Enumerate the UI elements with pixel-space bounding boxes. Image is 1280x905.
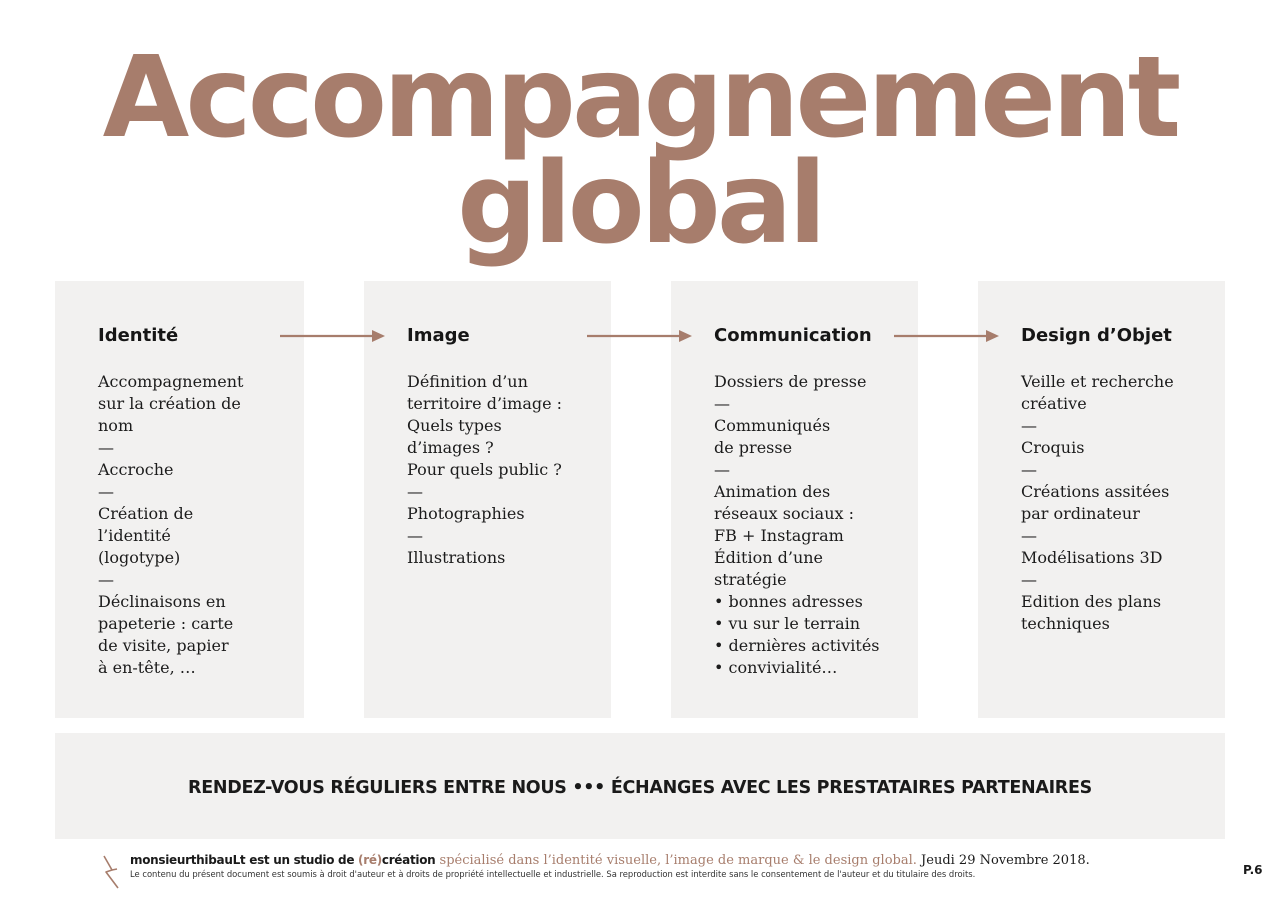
column-communication — [671, 281, 918, 718]
column-heading: Communication — [714, 325, 872, 346]
footer-legal-notice: Le contenu du présent document est soumis à droit d'auteur et à droits de propriété intellectuelle et industrielle. Sa reproduction est interdite sans le consentement de l'auteur et du titulaire des droits. — [130, 869, 976, 879]
column-line: Dossiers de presse — [714, 372, 867, 391]
column-line: à en-tête, … — [98, 658, 196, 677]
footer-creation: création — [381, 853, 436, 867]
column-line: — — [1021, 526, 1037, 545]
column-line: Déclinaisons en — [98, 592, 226, 611]
footer-studio-name: monsieurthibauLt est un studio de — [130, 853, 359, 867]
column-lines — [98, 371, 243, 679]
column-design-objet — [978, 281, 1225, 718]
column-line: — — [98, 570, 114, 589]
column-line: • bonnes adresses — [714, 592, 863, 611]
column-line: — — [98, 438, 114, 457]
footer-studio-line — [130, 853, 1090, 868]
column-line: — — [98, 482, 114, 501]
column-line: réseaux sociaux : — [714, 504, 855, 523]
column-heading: Identité — [98, 325, 179, 346]
column-line: (logotype) — [98, 548, 181, 567]
column-line: — — [714, 460, 730, 479]
column-line: techniques — [1021, 614, 1110, 633]
column-line: Veille et recherche — [1021, 372, 1174, 391]
column-line: — — [1021, 570, 1037, 589]
column-line: papeterie : carte — [98, 614, 234, 633]
column-line: territoire d’image : — [407, 394, 563, 413]
meetings-banner-text: RENDEZ-VOUS RÉGULIERS ENTRE NOUS ••• ÉCHANGES AVEC LES PRESTATAIRES PARTENAIRES — [188, 778, 1092, 798]
column-line: — — [407, 526, 423, 545]
column-line: Modélisations 3D — [1021, 548, 1163, 567]
column-image — [364, 281, 611, 718]
page-title-line-2: global — [457, 139, 823, 269]
column-line: créative — [1021, 394, 1087, 413]
column-lines — [714, 371, 880, 679]
footer-specialty: spécialisé dans l’identité visuelle, l’image de marque & le design global. — [435, 853, 917, 868]
column-heading: Design d’Objet — [1021, 325, 1172, 346]
column-identite — [55, 281, 304, 718]
right-arrow-icon — [587, 329, 693, 343]
column-line: FB + Instagram — [714, 526, 844, 545]
column-line: l’identité — [98, 526, 171, 545]
column-line: Photographies — [407, 504, 525, 523]
column-line: Edition des plans — [1021, 592, 1162, 611]
column-line: d’images ? — [407, 438, 494, 457]
column-line: Définition d’un — [407, 372, 528, 391]
lightning-bolt-logo — [100, 854, 122, 890]
page-title-line-1: Accompagnement — [102, 33, 1178, 163]
column-line: par ordinateur — [1021, 504, 1140, 523]
column-line: de visite, papier — [98, 636, 229, 655]
column-line: • dernières activités — [714, 636, 880, 655]
column-line: — — [1021, 460, 1037, 479]
column-line: — — [407, 482, 423, 501]
column-line: Croquis — [1021, 438, 1085, 457]
column-line: Édition d’une — [714, 548, 824, 567]
right-arrow-icon — [894, 329, 1000, 343]
column-line: nom — [98, 416, 134, 435]
column-line: Accompagnement — [98, 372, 244, 391]
column-line: Animation des — [714, 482, 831, 501]
column-line: de presse — [714, 438, 793, 457]
column-lines — [1021, 371, 1174, 635]
column-line: • convivialité… — [714, 658, 838, 677]
meetings-banner — [55, 733, 1225, 839]
column-line: stratégie — [714, 570, 787, 589]
column-line: Accroche — [98, 460, 174, 479]
column-line: Quels types — [407, 416, 502, 435]
column-line: Communiqués — [714, 416, 831, 435]
column-line: sur la création de — [98, 394, 241, 413]
column-line: — — [714, 394, 730, 413]
column-line: Créations assitées — [1021, 482, 1170, 501]
column-line: — — [1021, 416, 1037, 435]
right-arrow-icon — [280, 329, 386, 343]
footer-re-prefix: (ré) — [358, 853, 382, 867]
column-heading: Image — [407, 325, 470, 346]
footer-date: Jeudi 29 Novembre 2018. — [916, 853, 1090, 868]
column-lines — [407, 371, 562, 569]
column-line: • vu sur le terrain — [714, 614, 861, 633]
page-number: P.6 — [1243, 863, 1263, 877]
column-line: Illustrations — [407, 548, 506, 567]
column-line: Création de — [98, 504, 194, 523]
column-line: Pour quels public ? — [407, 460, 562, 479]
